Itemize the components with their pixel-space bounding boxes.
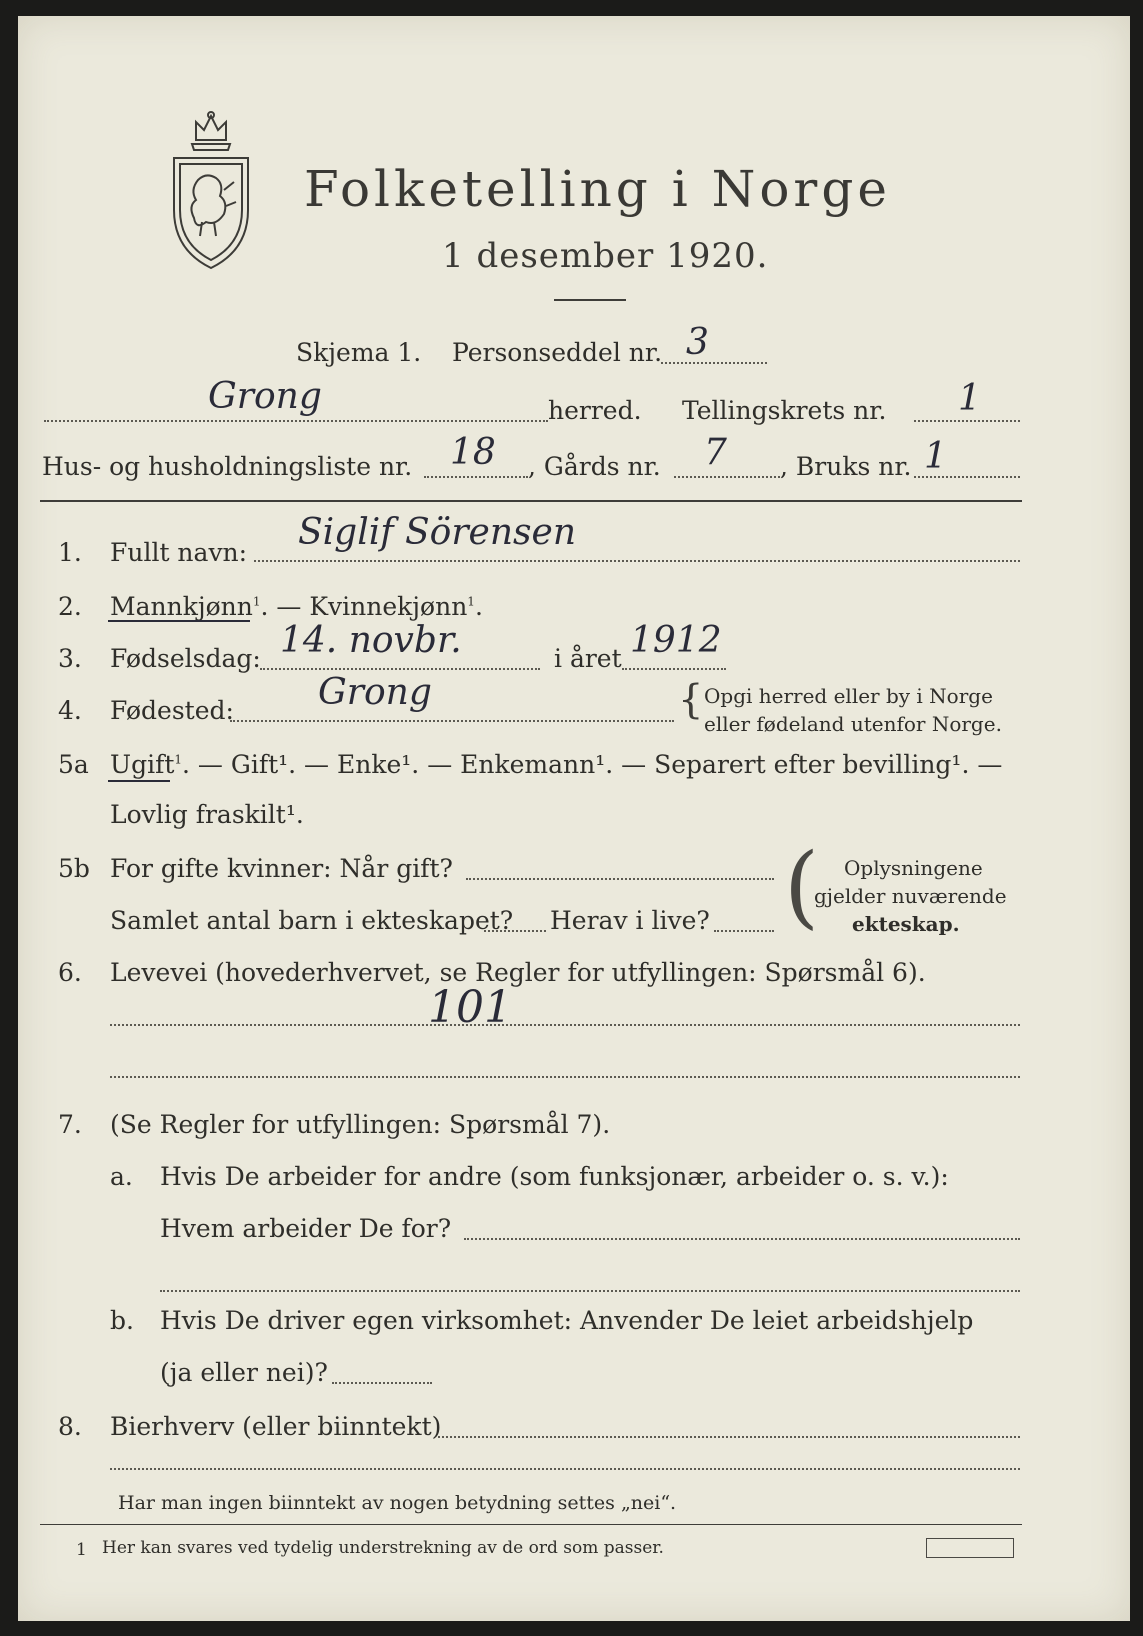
q5b-children-label: Samlet antal barn i ekteskapet? [110,906,514,935]
census-date: 1 desember 1920. [442,236,769,276]
coat-of-arms-icon [166,110,256,270]
q3-label: Fødselsdag: [110,644,261,673]
tellingskrets-label: Tellingskrets nr. [682,396,887,425]
female-option[interactable]: Kvinnekjønn [309,592,468,621]
q7a-field-line1 [464,1238,1020,1240]
q5b-married-when-line [466,878,774,880]
q1-label: Fullt navn: [110,538,248,567]
herred-value[interactable]: Grong [208,376,322,417]
q2-options: Mannkjønn$^1$. — Kvinnekjønn$^1$. [110,592,483,621]
q6-field-line2 [110,1076,1020,1078]
q5a-other-options[interactable]: . — Gift¹. — Enke¹. — Enkemann¹. — Separert efter bevilling¹. — [182,750,1003,779]
q7-number: 7. [58,1110,82,1139]
hus-field-line [424,476,528,478]
q6-number: 6. [58,958,82,987]
q5b-note-line3: ekteskap. [852,912,960,936]
hus-value[interactable]: 18 [450,432,496,473]
q2-number: 2. [58,592,82,621]
birthplace-value[interactable]: Grong [318,672,432,713]
form-title: Folketelling i Norge [304,160,891,218]
q5b-line1: For gifte kvinner: Når gift? [110,854,453,883]
q7a-field-line2 [160,1290,1020,1292]
q7b-line1: Hvis De driver egen virksomhet: Anvender De leiet arbeidshjelp [160,1306,974,1335]
footnote-mark: 1 [76,1540,87,1560]
tellingskrets-field-line [914,420,1020,422]
personseddel-field-line [661,362,767,364]
q7a-line1: Hvis De arbeider for andre (som funksjonær, arbeider o. s. v.): [160,1162,949,1191]
q5b-number: 5b [58,854,90,883]
footer-rule [40,1524,1022,1525]
herred-field-line [44,420,548,422]
q5a-divorced-option[interactable]: Lovlig fraskilt¹. [110,800,304,829]
q3-field-line [260,668,540,670]
skjema-label: Skjema 1. [296,338,422,367]
q7b-field-line [332,1382,432,1384]
unmarried-option[interactable]: Ugift [110,750,175,779]
gards-label: , Gårds nr. [528,452,661,481]
q5b-note-line2: gjelder nuværende [814,884,1007,908]
q7-label: (Se Regler for utfyllingen: Spørsmål 7). [110,1110,611,1139]
birth-year-value[interactable]: 1912 [630,620,722,661]
census-form-page [18,16,1130,1621]
q7b-letter: b. [110,1306,134,1335]
q4-number: 4. [58,696,82,725]
q1-field-line [254,560,1020,562]
q8-field-line1 [438,1436,1020,1438]
unmarried-underline [108,780,170,782]
bruks-value[interactable]: 1 [924,436,947,477]
q5b-note-line1: Oplysningene [844,856,983,880]
q5b-children-line [484,930,546,932]
q5a-options: Ugift$^1$. — Gift¹. — Enke¹. — Enkemann¹. — Separert efter bevilling¹. — [110,750,1003,779]
q7a-line2: Hvem arbeider De for? [160,1214,452,1243]
printer-stamp [926,1538,1014,1558]
gards-value[interactable]: 7 [704,432,727,473]
q3-number: 3. [58,644,82,673]
male-option[interactable]: Mannkjønn [110,592,253,621]
herred-label: herred. [548,396,642,425]
personseddel-value[interactable]: 3 [686,322,709,363]
q6-field-line1 [110,1024,1020,1026]
q5a-number: 5a [58,750,89,779]
bruks-label: , Bruks nr. [780,452,912,481]
q8-label: Bierhverv (eller biinntekt) [110,1412,442,1441]
personseddel-label: Personseddel nr. [452,338,663,367]
hus-label: Hus- og husholdningsliste nr. [42,452,413,481]
q4-field-line [230,720,674,722]
q4-label: Fødested: [110,696,234,725]
gards-field-line [674,476,780,478]
q7b-line2: (ja eller nei)? [160,1358,328,1387]
q4-note-line1: Opgi herred eller by i Norge [704,684,993,708]
footer-note: Har man ingen biinntekt av nogen betydning settes „nei“. [118,1492,677,1514]
q5b-brace: ( [784,834,820,939]
q3-year-label: i året [554,644,622,673]
q6-label: Levevei (hovederhvervet, se Regler for utfyllingen: Spørsmål 6). [110,958,926,987]
header-rule [40,500,1022,502]
q5b-alive-label: Herav i live? [550,906,710,935]
q3-year-field-line [622,668,726,670]
q2-separator: . — [260,592,310,621]
birth-date-value[interactable]: 14. novbr. [280,620,462,661]
footnote-text: Her kan svares ved tydelig understrekning av de ord som passer. [102,1538,664,1558]
q5b-alive-line [714,930,774,932]
q4-note-line2: eller fødeland utenfor Norge. [704,712,1002,736]
title-divider [554,299,626,301]
q8-number: 8. [58,1412,82,1441]
q4-brace: { [678,677,704,723]
occupation-value[interactable]: 101 [428,982,512,1033]
male-underline [108,620,250,622]
q7a-letter: a. [110,1162,133,1191]
full-name-value[interactable]: Siglif Sörensen [298,512,577,553]
tellingskrets-value[interactable]: 1 [958,378,981,419]
q1-number: 1. [58,538,82,567]
q8-field-line2 [110,1468,1020,1470]
